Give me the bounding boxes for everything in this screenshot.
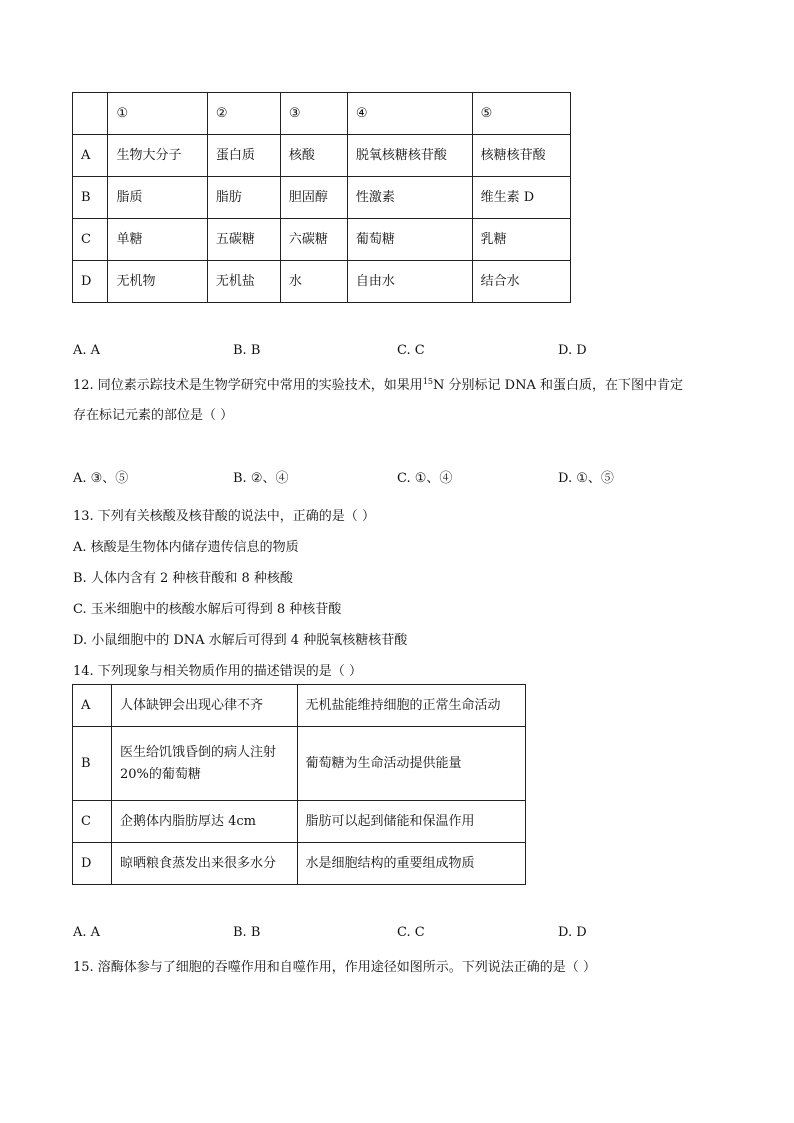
table-cell: A <box>73 135 108 177</box>
option-a[interactable]: A. A <box>73 925 101 940</box>
effect-cell: 葡萄糖为生命活动提供能量 <box>297 727 525 801</box>
phenomenon-cell: 企鹅体内脂肪厚达 4cm <box>111 801 297 843</box>
q12-options <box>73 467 733 485</box>
table-row <box>73 685 526 727</box>
table-cell <box>73 93 108 135</box>
option-c[interactable]: C. C <box>397 925 425 940</box>
table-cell: 性激素 <box>347 177 472 219</box>
table-cell: 结合水 <box>472 261 570 303</box>
q12-stem-line1 <box>73 374 683 393</box>
row-label: D <box>73 843 112 885</box>
table-cell: 脱氧核糖核苷酸 <box>347 135 472 177</box>
q14-table <box>72 684 526 885</box>
table-cell: C <box>73 219 108 261</box>
table-row <box>73 219 571 261</box>
table-cell: 维生素 D <box>472 177 570 219</box>
phenomenon-cell: 人体缺钾会出现心律不齐 <box>111 685 297 727</box>
q14-stem: 14. 下列现象与相关物质作用的描述错误的是（ ） <box>73 664 362 679</box>
table-cell: 胆固醇 <box>280 177 347 219</box>
phenomenon-cell: 晾晒粮食蒸发出来很多水分 <box>111 843 297 885</box>
table-cell: 无机物 <box>108 261 207 303</box>
effect-cell: 脂肪可以起到储能和保温作用 <box>297 801 525 843</box>
table-cell: 六碳糖 <box>280 219 347 261</box>
q13-option-c[interactable]: C. 玉米细胞中的核酸水解后可得到 8 种核苷酸 <box>73 602 342 617</box>
q15-stem: 15. 溶酶体参与了细胞的吞噬作用和自噬作用，作用途径如图所示。下列说法正确的是（ ） <box>73 960 596 975</box>
table-cell: ⑤ <box>472 93 570 135</box>
q12-isotope-superscript: 15 <box>422 377 433 386</box>
q11-table <box>72 92 571 303</box>
table-cell: ④ <box>347 93 472 135</box>
row-label: B <box>73 727 112 801</box>
option-a[interactable]: A. ③、⑤ <box>73 471 129 486</box>
table-cell: B <box>73 177 108 219</box>
option-d[interactable]: D. D <box>558 925 587 940</box>
q13-option-d[interactable]: D. 小鼠细胞中的 DNA 水解后可得到 4 种脱氧核糖核苷酸 <box>73 633 408 648</box>
effect-cell: 无机盐能维持细胞的正常生命活动 <box>297 685 525 727</box>
phenomenon-line-1: 医生给饥饿昏倒的病人注射 <box>119 744 276 760</box>
q12-stem-pre: 12. 同位素示踪技术是生物学研究中常用的实验技术，如果用 <box>73 378 423 393</box>
q12-stem-line2: 存在标记元素的部位是（ ） <box>73 408 234 423</box>
table-cell: ① <box>108 93 207 135</box>
q12-stem-post: N 分别标记 DNA 和蛋白质，在下图中肯定 <box>433 378 683 393</box>
table-row <box>73 177 571 219</box>
table-cell: ③ <box>280 93 347 135</box>
table-cell: 脂肪 <box>207 177 280 219</box>
table-cell: ② <box>207 93 280 135</box>
table-cell: 单糖 <box>108 219 207 261</box>
table-cell: D <box>73 261 108 303</box>
option-c[interactable]: C. ①、④ <box>397 471 453 486</box>
q13-stem: 13. 下列有关核酸及核苷酸的说法中，正确的是（ ） <box>73 509 375 524</box>
table-row <box>73 727 526 801</box>
table-header-row <box>73 93 571 135</box>
table-cell: 葡萄糖 <box>347 219 472 261</box>
table-cell: 生物大分子 <box>108 135 207 177</box>
table-row <box>73 261 571 303</box>
table-cell: 核糖核苷酸 <box>472 135 570 177</box>
option-c[interactable]: C. C <box>397 343 425 358</box>
table-cell: 五碳糖 <box>207 219 280 261</box>
option-b[interactable]: B. B <box>233 343 261 358</box>
option-b[interactable]: B. ②、④ <box>233 471 289 486</box>
q11-options <box>73 343 733 361</box>
option-a[interactable]: A. A <box>73 343 101 358</box>
table-row <box>73 843 526 885</box>
q13-option-b[interactable]: B. 人体内含有 2 种核苷酸和 8 种核酸 <box>73 571 293 586</box>
table-cell: 水 <box>280 261 347 303</box>
effect-cell: 水是细胞结构的重要组成物质 <box>297 843 525 885</box>
row-label: A <box>73 685 112 727</box>
table-cell: 核酸 <box>280 135 347 177</box>
table-row <box>73 135 571 177</box>
q14-options <box>73 925 733 943</box>
table-cell: 脂质 <box>108 177 207 219</box>
table-row <box>73 801 526 843</box>
table-cell: 乳糖 <box>472 219 570 261</box>
table-cell: 无机盐 <box>207 261 280 303</box>
row-label: C <box>73 801 112 843</box>
option-b[interactable]: B. B <box>233 925 261 940</box>
option-d[interactable]: D. ①、⑤ <box>558 471 614 486</box>
q13-option-a[interactable]: A. 核酸是生物体内储存遗传信息的物质 <box>73 540 299 555</box>
option-d[interactable]: D. D <box>558 343 587 358</box>
phenomenon-line-2: 20%的葡萄糖 <box>119 766 201 782</box>
table-cell: 自由水 <box>347 261 472 303</box>
phenomenon-cell <box>111 727 297 801</box>
table-cell: 蛋白质 <box>207 135 280 177</box>
